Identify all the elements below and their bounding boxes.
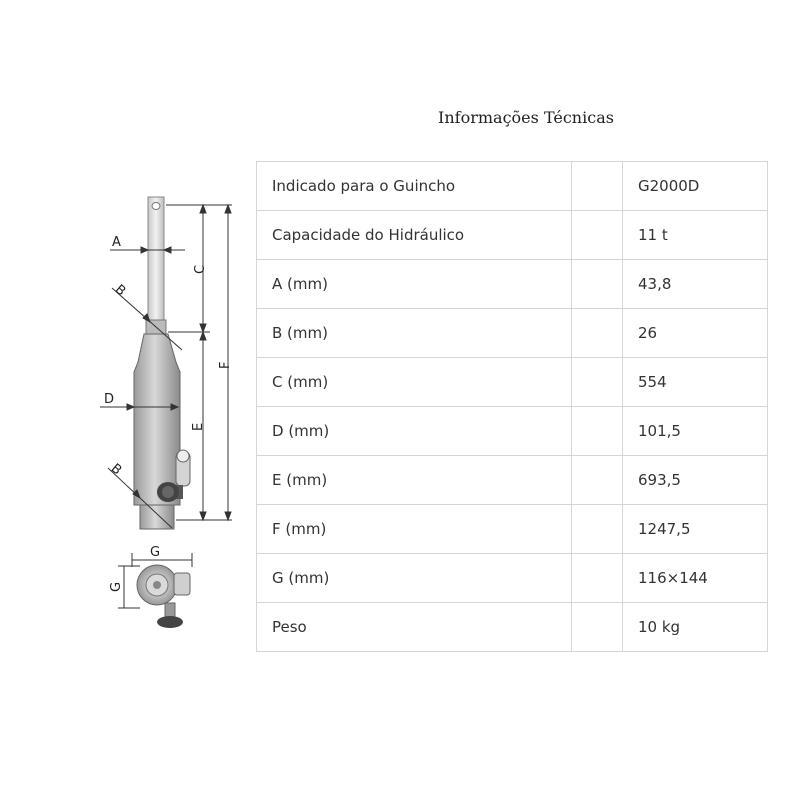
row-value: 1247,5 — [623, 505, 768, 554]
row-value: 693,5 — [623, 456, 768, 505]
row-label: B (mm) — [257, 309, 572, 358]
dim-label-e: E — [191, 422, 206, 431]
dim-label-b-top: B — [111, 282, 129, 300]
table-row — [257, 358, 768, 407]
table-row — [257, 554, 768, 603]
row-value: 101,5 — [623, 407, 768, 456]
row-label: F (mm) — [257, 505, 572, 554]
table-row — [257, 309, 768, 358]
row-value: 26 — [623, 309, 768, 358]
row-value: 116×144 — [623, 554, 768, 603]
table-row — [257, 505, 768, 554]
table-row — [257, 603, 768, 652]
row-value: 10 kg — [623, 603, 768, 652]
table-row — [257, 260, 768, 309]
spec-table — [256, 161, 768, 652]
release-knob-icon — [157, 482, 183, 502]
table-row — [257, 162, 768, 211]
table-row — [257, 456, 768, 505]
row-value: 43,8 — [623, 260, 768, 309]
table-row — [257, 211, 768, 260]
dim-label-b-bottom: B — [107, 461, 125, 479]
table-row — [257, 407, 768, 456]
dim-label-g-side: G — [109, 581, 124, 592]
dim-label-f: F — [218, 361, 233, 369]
row-label: D (mm) — [257, 407, 572, 456]
row-value: 554 — [623, 358, 768, 407]
row-label: C (mm) — [257, 358, 572, 407]
dim-label-c: C — [193, 264, 208, 274]
dim-label-d: D — [104, 392, 115, 407]
page-title: Informações Técnicas — [438, 108, 614, 127]
row-value: 11 t — [623, 211, 768, 260]
piston-rod — [146, 197, 166, 334]
row-label: Capacidade do Hidráulico — [257, 211, 572, 260]
top-view — [109, 545, 192, 628]
dim-label-a: A — [112, 235, 121, 250]
row-label: G (mm) — [257, 554, 572, 603]
row-label: E (mm) — [257, 456, 572, 505]
dim-label-g-top: G — [150, 545, 161, 560]
row-label: Peso — [257, 603, 572, 652]
row-value: G2000D — [623, 162, 768, 211]
row-label: Indicado para o Guincho — [257, 162, 572, 211]
row-label: A (mm) — [257, 260, 572, 309]
hydraulic-cylinder-diagram — [90, 185, 250, 635]
